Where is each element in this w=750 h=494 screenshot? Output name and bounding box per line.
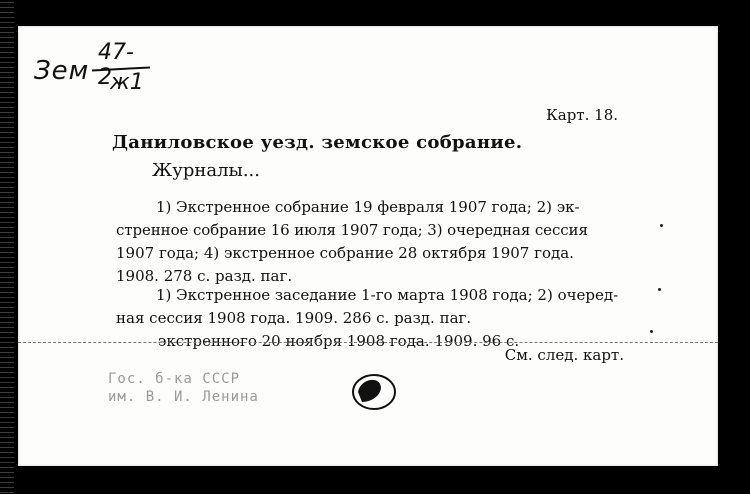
scan-edge-left	[0, 0, 14, 494]
stamp-line: им. В. И. Ленина	[108, 389, 259, 405]
margin-dot	[660, 224, 663, 227]
handwritten-denominator: ж1	[110, 70, 144, 95]
entry-1-line: 1) Экстренное собрание 19 февраля 1907 года; 2) эк-	[156, 198, 580, 216]
card-heading: Даниловское уезд. земское собрание.	[112, 132, 523, 153]
entry-1	[116, 196, 620, 288]
card-subheading: Журналы...	[152, 160, 260, 181]
entry-2-line: экстренного 20 ноября 1908 года. 1909. 96 с.	[158, 332, 520, 350]
library-stamp	[108, 370, 259, 406]
margin-dot	[650, 330, 653, 333]
card-fold-line	[18, 342, 718, 343]
entry-1-line: 1908. 278 с. разд. паг.	[116, 267, 293, 285]
entry-1-line: стренное собрание 16 июля 1907 года; 3) очередная сессия	[116, 221, 588, 239]
handwritten-numerator: 47-2	[98, 40, 134, 90]
entry-2-line: 1) Экстренное заседание 1-го марта 1908 года; 2) очеред-	[156, 286, 619, 304]
entry-1-line: 1907 года; 4) экстренное собрание 28 октября 1907 года.	[116, 244, 574, 262]
stamp-line: Гос. б-ка СССР	[108, 371, 241, 387]
handwritten-prefix: Зем	[34, 56, 90, 86]
see-next-card: См. след. карт.	[504, 346, 624, 364]
margin-dot	[658, 288, 661, 291]
entry-2-line: ная сессия 1908 года. 1909. 286 с. разд. паг.	[116, 309, 472, 327]
catalog-card	[18, 26, 718, 466]
scan-edge-right	[718, 0, 750, 494]
punch-hole-icon	[350, 372, 396, 412]
card-number: Карт. 18.	[546, 106, 618, 124]
